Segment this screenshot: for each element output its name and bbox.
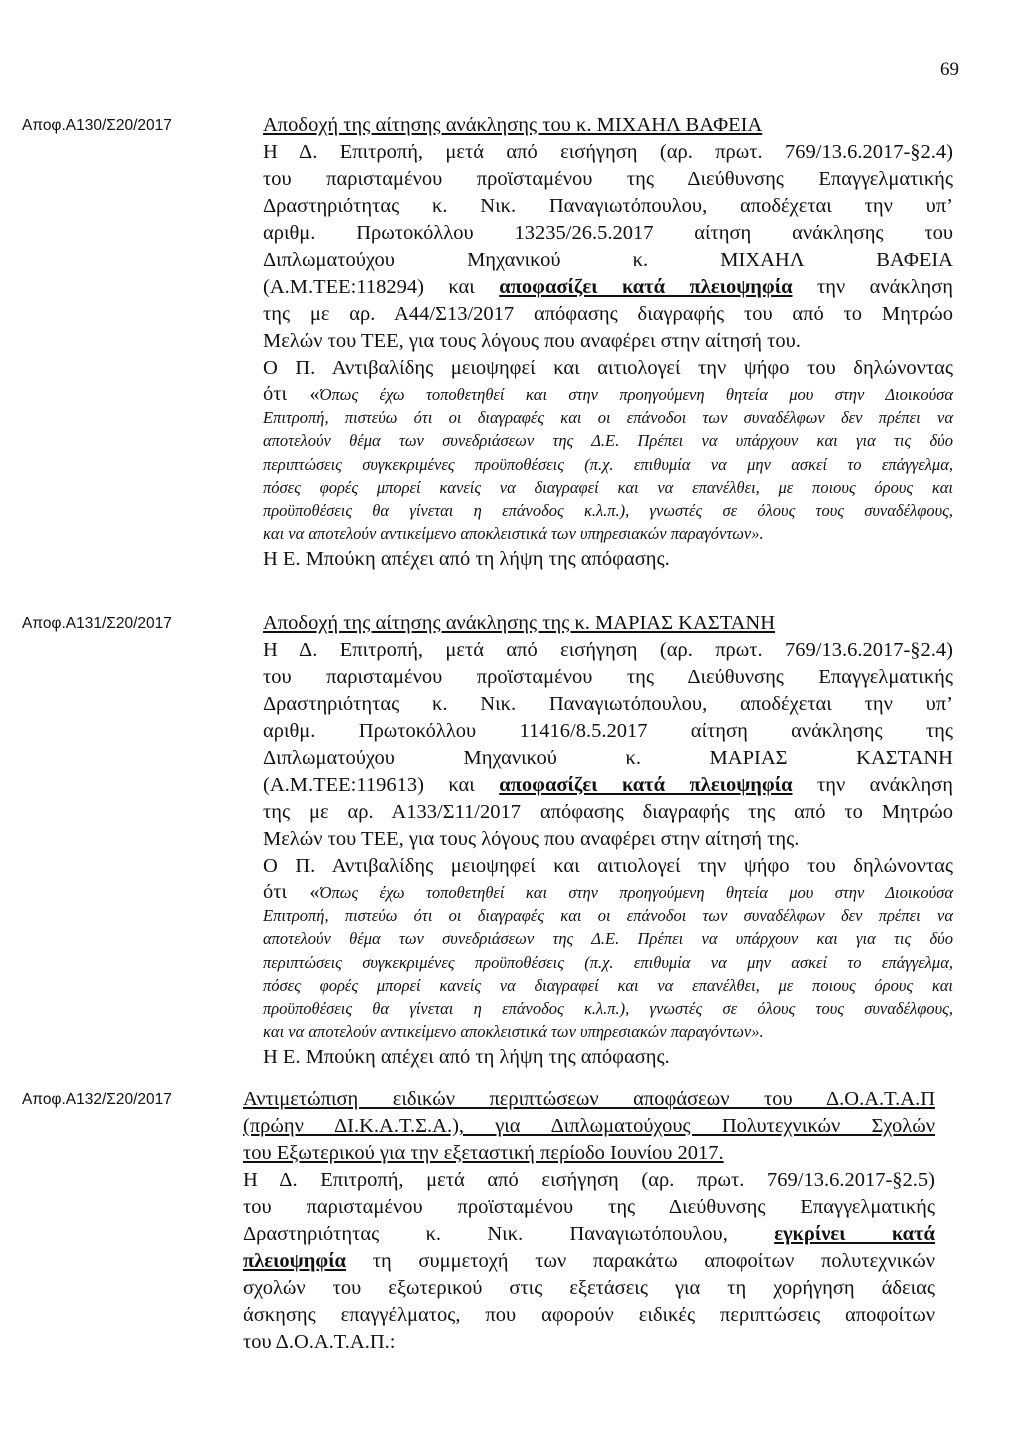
decision-title: Αντιμετώπιση ειδικών περιπτώσεων αποφάσεων του Δ.Ο.Α.Τ.Α.Π — [243, 1088, 935, 1110]
quote-line: ότι «Όπως έχω τοποθετηθεί και στην προηγούμενη θητεία μου στην Διοικούσα — [263, 881, 953, 903]
approve-line: πλειοψηφία τη συμμετοχή των παρακάτω αποφοίτων πολυτεχνικών — [243, 1250, 935, 1272]
body-line: της με αρ. Α133/Σ11/2017 απόφασης διαγραφής της από το Μητρώο — [263, 801, 953, 823]
minority-vote-line: Ο Π. Αντιβαλίδης μειοψηφεί και αιτιολογεί την ψήφο του δηλώνοντας — [263, 357, 953, 379]
decision-ref-a131: Αποφ.Α131/Σ20/2017 — [22, 615, 172, 632]
decision-title: Αποδοχή της αίτησης ανάκλησης της κ. ΜΑΡΙΑΣ ΚΑΣΤΑΝΗ — [263, 612, 775, 634]
body-line: του παρισταμένου προϊσταμένου της Διεύθυνσης Επαγγελματικής — [243, 1196, 935, 1218]
body-line: αριθμ. Πρωτοκόλλου 13235/26.5.2017 αίτηση ανάκλησης του — [263, 222, 953, 244]
decision-title: Αποδοχή της αίτησης ανάκλησης του κ. ΜΙΧΑΗΛ ΒΑΦΕΙΑ — [263, 114, 763, 136]
decision-verdict: αποφασίζει κατά πλειοψηφία — [499, 276, 793, 298]
quote-line: Επιτροπή, πιστεύω ότι οι διαγραφές και οι επάνοδοι των συναδέλφων δεν πρέπει να — [263, 408, 953, 427]
abstain-line: Η Ε. Μπούκη απέχει από τη λήψη της απόφασης. — [263, 1045, 670, 1068]
quote-line: και να αποτελούν αντικείμενο αποκλειστικά των υπηρεσιακών παραγόντων». — [263, 1022, 764, 1042]
decision-verdict: πλειοψηφία — [243, 1250, 347, 1272]
body-line: του Δ.Ο.Α.Τ.Α.Π.: — [243, 1331, 396, 1353]
decision-ref-a130: Αποφ.Α130/Σ20/2017 — [22, 117, 172, 134]
body-line: Διπλωματούχου Μηχανικού κ. ΜΙΧΑΗΛ ΒΑΦΕΙΑ — [263, 249, 953, 271]
minority-vote-line: Ο Π. Αντιβαλίδης μειοψηφεί και αιτιολογεί την ψήφο του δηλώνοντας — [263, 855, 953, 877]
decision-a132 — [243, 1086, 935, 1356]
quote-line: προϋποθέσεις θα γίνεται η επάνοδος κ.λ.π.), γνωστές σε όλους τους συναδέλφους, — [263, 501, 953, 521]
quote-line: Επιτροπή, πιστεύω ότι οι διαγραφές και οι επάνοδοι των συναδέλφων δεν πρέπει να — [263, 906, 953, 925]
approve-line: Δραστηριότητας κ. Νικ. Παναγιωτόπουλου, εγκρίνει κατά — [243, 1223, 935, 1245]
quote-line: πόσες φορές μπορεί κανείς να διαγραφεί και να επανέλθει, με ποιους όρους και — [263, 477, 953, 497]
abstain-line: Η Ε. Μπούκη απέχει από τη λήψη της απόφασης. — [263, 547, 670, 570]
body-line: του παρισταμένου προϊσταμένου της Διεύθυνσης Επαγγελματικής — [263, 168, 953, 190]
body-line: άσκησης επαγγέλματος, που αφορούν ειδικές περιπτώσεις αποφοίτων — [243, 1304, 935, 1326]
body-line: Δραστηριότητας κ. Νικ. Παναγιωτόπουλου, αποδέχεται την υπ’ — [263, 195, 953, 217]
decision-line: (Α.Μ.ΤΕΕ:118294) και αποφασίζει κατά πλειοψηφία την ανάκληση — [263, 276, 953, 298]
decision-verdict: αποφασίζει κατά πλειοψηφία — [499, 774, 793, 796]
decision-ref-a132: Αποφ.Α132/Σ20/2017 — [22, 1091, 172, 1108]
decision-title: του Εξωτερικού για την εξεταστική περίοδο Ιουνίου 2017. — [243, 1142, 724, 1164]
body-line: Η Δ. Επιτροπή, μετά από εισήγηση (αρ. πρωτ. 769/13.6.2017-§2.5) — [243, 1169, 935, 1191]
decision-a130 — [263, 112, 953, 573]
body-line: Μελών του ΤΕΕ, για τους λόγους που αναφέρει στην αίτησή της. — [263, 828, 800, 850]
body-line: Δραστηριότητας κ. Νικ. Παναγιωτόπουλου, αποδέχεται την υπ’ — [263, 693, 953, 715]
body-line: Η Δ. Επιτροπή, μετά από εισήγηση (αρ. πρωτ. 769/13.6.2017-§2.4) — [263, 639, 953, 661]
quote-line: περιπτώσεις συγκεκριμένες προϋποθέσεις (π.χ. επιθυμία να μην ασκεί το επάγγελμα, — [263, 952, 953, 972]
quote-line: και να αποτελούν αντικείμενο αποκλειστικά των υπηρεσιακών παραγόντων». — [263, 524, 764, 544]
body-line: αριθμ. Πρωτοκόλλου 11416/8.5.2017 αίτηση ανάκλησης της — [263, 720, 953, 742]
body-line: Η Δ. Επιτροπή, μετά από εισήγηση (αρ. πρωτ. 769/13.6.2017-§2.4) — [263, 141, 953, 163]
decision-title: (πρώην ΔΙ.Κ.Α.Τ.Σ.Α.), για Διπλωματούχους Πολυτεχνικών Σχολών — [243, 1115, 935, 1137]
quote-line: περιπτώσεις συγκεκριμένες προϋποθέσεις (π.χ. επιθυμία να μην ασκεί το επάγγελμα, — [263, 454, 953, 474]
body-line: του παρισταμένου προϊσταμένου της Διεύθυνσης Επαγγελματικής — [263, 666, 953, 688]
decision-verdict: εγκρίνει κατά — [774, 1223, 935, 1245]
body-line: Μελών του ΤΕΕ, για τους λόγους που αναφέρει στην αίτησή του. — [263, 330, 801, 352]
decision-line: (Α.Μ.ΤΕΕ:119613) και αποφασίζει κατά πλειοψηφία την ανάκληση — [263, 774, 953, 796]
quote-line: αποτελούν θέμα των συνεδριάσεων της Δ.Ε. Πρέπει να υπάρχουν και για τις δύο — [263, 431, 953, 451]
page-number: 69 — [940, 59, 959, 80]
quote-line: πόσες φορές μπορεί κανείς να διαγραφεί και να επανέλθει, με ποιους όρους και — [263, 975, 953, 995]
decision-a131 — [263, 610, 953, 1071]
body-line: της με αρ. Α44/Σ13/2017 απόφασης διαγραφής του από το Μητρώο — [263, 303, 953, 325]
body-line: σχολών του εξωτερικού στις εξετάσεις για τη χορήγηση άδειας — [243, 1277, 935, 1299]
quote-line: προϋποθέσεις θα γίνεται η επάνοδος κ.λ.π.), γνωστές σε όλους τους συναδέλφους, — [263, 999, 953, 1019]
quote-line: αποτελούν θέμα των συνεδριάσεων της Δ.Ε. Πρέπει να υπάρχουν και για τις δύο — [263, 929, 953, 949]
body-line: Διπλωματούχου Μηχανικού κ. ΜΑΡΙΑΣ ΚΑΣΤΑΝΗ — [263, 747, 953, 769]
quote-line: ότι «Όπως έχω τοποθετηθεί και στην προηγούμενη θητεία μου στην Διοικούσα — [263, 383, 953, 405]
